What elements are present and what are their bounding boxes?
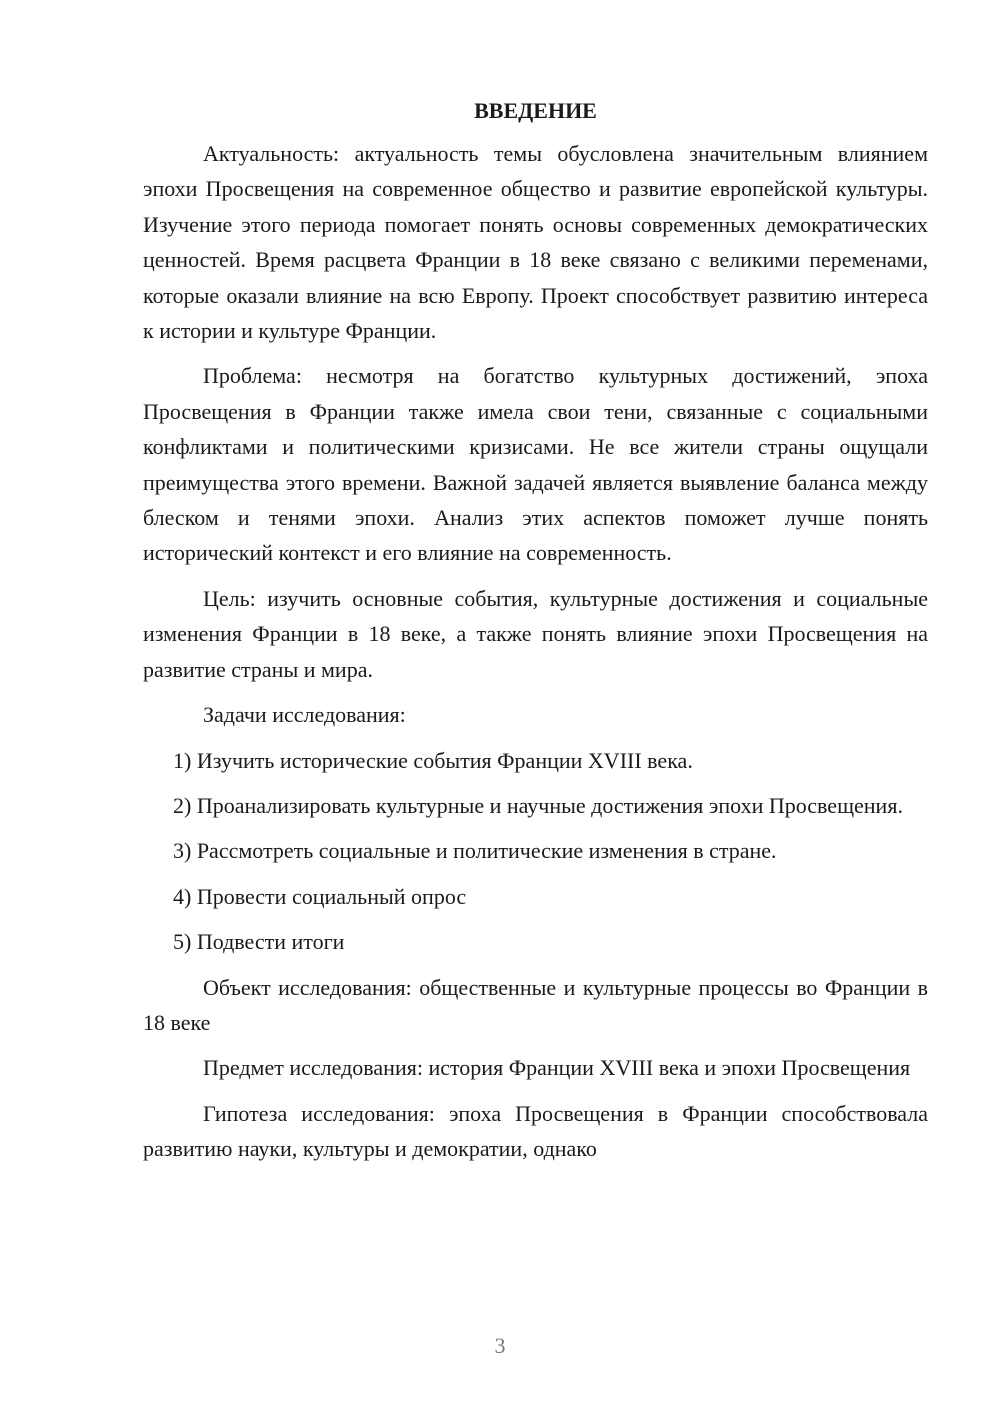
goal-paragraph: Цель: изучить основные события, культурные достижения и социальные изменения Франции в 18 веке, а также понять влияние эпохи Просвещения на развитие страны и мира. [143, 585, 928, 682]
task-item-5: 5) Подвести итоги [173, 929, 345, 955]
task-item-2: 2) Проанализировать культурные и научные достижения эпохи Просвещения. [173, 792, 903, 818]
subject-paragraph: Предмет исследования: история Франции XVIII века и эпохи Просвещения [203, 1055, 911, 1081]
task-item-1: 1) Изучить исторические события Франции XVIII века. [173, 747, 693, 773]
page-number: 3 [494, 1333, 506, 1358]
object-paragraph: Объект исследования: общественные и культурные процессы во Франции в 18 веке [143, 974, 928, 1035]
document-page [143, 96, 928, 1177]
task-item-3: 3) Рассмотреть социальные и политические изменения в стране. [173, 838, 777, 864]
hypothesis-paragraph: Гипотеза исследования: эпоха Просвещения в Франции способствовала развитию науки, культуры и демократии, однако [143, 1100, 928, 1162]
tasks-heading: Задачи исследования: [203, 702, 406, 728]
relevance-paragraph: Актуальность: актуальность темы обусловлена значительным влиянием эпохи Просвещения на современное общество и развитие европейской культуры. Изучение этого периода помогает понять основы современных демократических ценностей. Время расцвета Франции в 18 веке связано с великими переменами, которые оказали влияние на всю Европу. Проект способствует развитию интереса к истории и культуре Франции. [143, 141, 928, 344]
task-item-4: 4) Провести социальный опрос [173, 883, 467, 909]
section-title: ВВЕДЕНИЕ [474, 98, 597, 123]
problem-paragraph: Проблема: несмотря на богатство культурных достижений, эпоха Просвещения в Франции также имела свои тени, связанные с социальными конфликтами и политическими кризисами. Не все жители страны ощущали преимущества этого времени. Важной задачей является выявление баланса между блеском и тенями эпохи. Анализ этих аспектов поможет лучше понять исторический контекст и его влияние на современность. [143, 363, 928, 566]
